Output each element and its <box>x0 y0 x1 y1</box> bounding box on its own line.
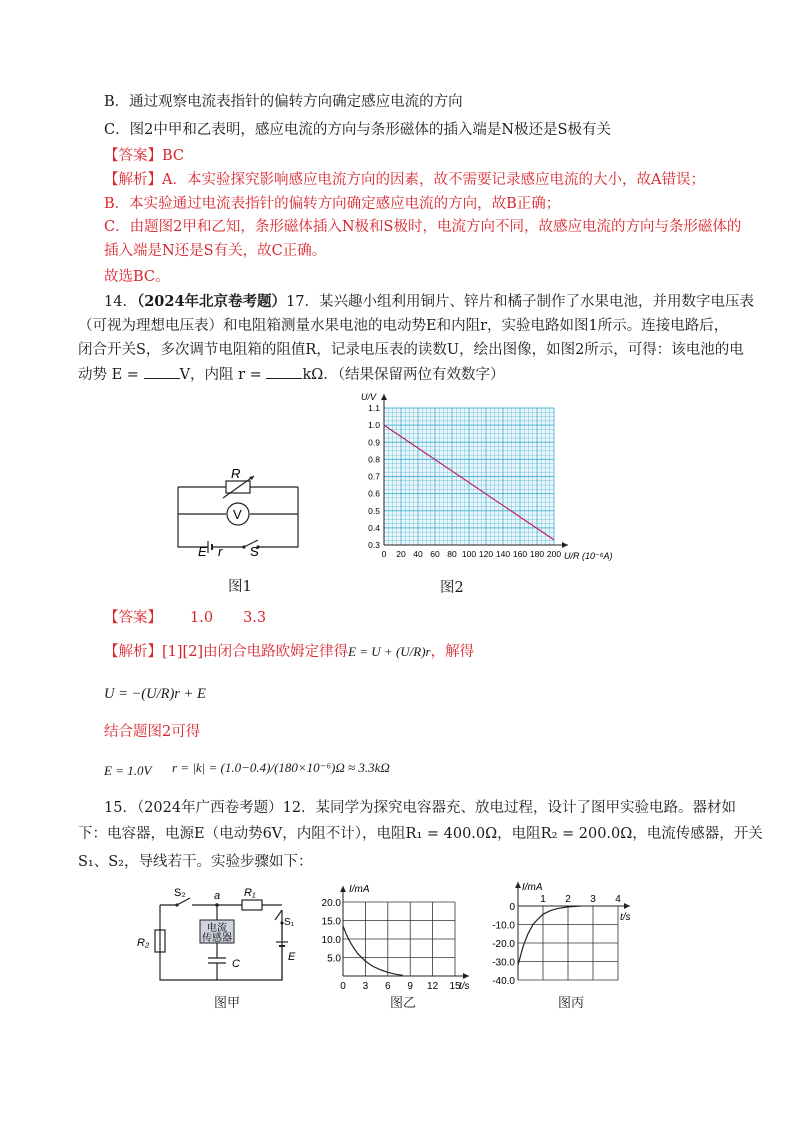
question-15-line2: 下：电容器，电源E（电动势6V，内阻不计），电阻R₁ = 400.0Ω，电阻R₂ = 200.0Ω，电流传感器，开关 <box>78 826 763 842</box>
y-tick-label: -10.0 <box>492 920 515 932</box>
resistance-blank[interactable] <box>266 364 302 379</box>
choose-line: 故选BC。 <box>104 269 170 285</box>
explanation-1b: B．本实验通过电流表指针的偏转方向确定感应电流的方向，故B正确； <box>104 196 561 212</box>
question-15-line1: 15．（2024年广西卷考题）12．某同学为探究电容器充、放电过程，设计了图甲实验电路。器材如 <box>104 800 737 816</box>
y-tick-label: 1.1 <box>368 403 380 413</box>
figure-1-circuit <box>168 462 308 557</box>
x-axis-arrow <box>463 973 469 979</box>
x-tick-label: 1 <box>540 894 546 905</box>
x-tick-label: 0 <box>381 549 387 559</box>
figure-bing-caption: 图丙 <box>558 996 585 1011</box>
question-14-line4 <box>78 364 505 385</box>
discharging-curve <box>518 906 581 965</box>
x-axis-label: t/s <box>620 912 631 923</box>
fig1-label-s: S <box>250 544 259 557</box>
y-tick-label: 0.4 <box>368 522 380 533</box>
x-tick-label: 80 <box>447 549 457 559</box>
question-14-text: 17．某兴趣小组利用铜片、锌片和橘子制作了水果电池，并用数字电压表 <box>286 294 755 310</box>
jia-label-s1: S₁ <box>284 917 295 928</box>
x-tick-label: 120 <box>478 549 494 559</box>
question-15-line3: S₁、S₂，导线若干。实验步骤如下： <box>78 854 313 870</box>
x-axis-arrow <box>624 903 630 909</box>
explanation-1c2: 插入端是N还是S有关，故C正确。 <box>104 243 327 259</box>
answer-2-resistance: 3.3 <box>243 610 267 626</box>
y-tick-label: -30.0 <box>492 957 515 969</box>
explanation-1c1: C．由题图2甲和乙知，条形磁体插入N极和S极时，电流方向不同，故感应电流的方向与条形磁体的 <box>104 219 742 235</box>
charging-curve <box>343 926 403 975</box>
y-tick-label: 0.5 <box>368 505 380 516</box>
y-tick-label: -20.0 <box>492 939 515 950</box>
voltmeter-symbol: V <box>233 507 242 522</box>
y-axis-arrow <box>340 886 346 892</box>
x-tick-label: 60 <box>430 549 440 559</box>
option-b: B．通过观察电流表指针的偏转方向确定感应电流的方向 <box>104 94 463 110</box>
y-tick-label: 0.9 <box>368 437 380 448</box>
question-14-number: 14． <box>104 294 137 310</box>
y-tick-label: 0 <box>509 902 515 913</box>
figure-bing-chart <box>484 876 644 986</box>
question-14-line3: 闭合开关S，多次调节电阻箱的阻值R，记录电压表的读数U，绘出图像，如图2所示，可得：该电池的电 <box>78 342 744 358</box>
x-tick-label: 2 <box>565 894 571 905</box>
unit-note: kΩ．（结果保留两位有效数字） <box>302 367 505 383</box>
y-axis-label: U/V <box>361 392 377 402</box>
combine-line: 结合题图2可得 <box>104 724 201 740</box>
x-tick-label: 12 <box>427 981 439 992</box>
y-tick-label: 5.0 <box>327 953 341 965</box>
question-14-line1 <box>104 292 754 312</box>
emf-prompt: 动势 E = <box>78 367 144 383</box>
figure-2-caption: 图2 <box>440 580 464 596</box>
y-tick-label: 10.0 <box>321 935 341 946</box>
jia-label-r1: R₁ <box>244 887 256 899</box>
figure-1-caption: 图1 <box>228 579 252 595</box>
jia-label-c: C <box>232 958 240 970</box>
explanation-1a: 【解析】A．本实验探究影响感应电流方向的因素，故不需要记录感应电流的大小，故A错误； <box>104 172 705 188</box>
x-tick-label: 200 <box>546 549 562 559</box>
explanation-2-text: [1][2]由闭合电路欧姆定律得 <box>162 644 349 660</box>
rearranged-formula: U = −(U/R)r + E <box>104 686 206 702</box>
answer-2 <box>104 608 266 628</box>
x-tick-label: 20 <box>396 549 406 559</box>
e-value-formula: E = 1.0V <box>104 763 152 778</box>
jia-label-s2: S₂ <box>174 887 186 899</box>
y-tick-label: 1.0 <box>368 420 380 431</box>
y-tick-label: -40.0 <box>492 976 515 986</box>
x-tick-label: 3 <box>362 981 369 992</box>
x-axis-label: U/R (10⁻⁶A) <box>564 551 613 561</box>
figure-yi-caption: 图乙 <box>390 996 417 1011</box>
answer-2-label: 【答案】 <box>104 610 162 626</box>
x-axis-arrow <box>562 542 568 548</box>
explanation-2 <box>104 642 474 662</box>
y-axis-label: I/mA <box>522 882 543 893</box>
x-axis-label: t/s <box>459 981 470 992</box>
x-tick-label: 0 <box>340 981 346 992</box>
figure-yi-chart <box>315 878 480 993</box>
figure-jia-caption: 图甲 <box>214 996 241 1011</box>
r-value-formula: r = |k| = (1.0−0.4)/(180×10⁻⁶)Ω ≈ 3.3kΩ <box>172 760 390 775</box>
answer-2-emf: 1.0 <box>190 610 214 626</box>
sensor-label-2: 传感器 <box>202 933 232 944</box>
explanation-2-label: 【解析】 <box>104 644 162 660</box>
jia-label-r2: R₂ <box>137 937 150 949</box>
fig1-label-e: E <box>198 544 207 557</box>
resistance-prompt: V，内阻 r = <box>179 367 267 383</box>
option-c: C．图2中甲和乙表明，感应电流的方向与条形磁体的插入端是N极还是S极有关 <box>104 122 611 138</box>
x-tick-label: 100 <box>461 549 477 559</box>
fig1-label-internal-r: r <box>218 544 223 557</box>
x-tick-label: 6 <box>385 981 391 992</box>
x-tick-label: 9 <box>407 981 413 992</box>
jia-label-a: a <box>214 890 221 902</box>
x-tick-label: 180 <box>529 549 545 559</box>
figure-2-chart <box>358 390 626 575</box>
sensor-label-1: 电流 <box>207 923 227 934</box>
x-tick-label: 15 <box>449 981 461 992</box>
question-14-line2: （可视为理想电压表）和电阻箱测量水果电池的电动势E和内阻r，实验电路如图1所示。连接电路后， <box>78 318 729 334</box>
jia-label-e: E <box>288 951 296 963</box>
y-tick-label: 0.8 <box>368 454 380 465</box>
answer-1: 【答案】BC <box>104 148 185 164</box>
x-tick-label: 3 <box>590 894 596 905</box>
x-tick-label: 40 <box>413 549 423 559</box>
emf-blank[interactable] <box>144 364 180 379</box>
question-14-source: （2024年北京卷考题） <box>136 293 287 310</box>
y-axis-label: I/mA <box>349 884 370 895</box>
explanation-2-tail: ，解得 <box>430 644 475 660</box>
y-tick-label: 15.0 <box>321 916 341 928</box>
x-tick-label: 4 <box>615 894 621 905</box>
y-axis-arrow <box>381 394 387 400</box>
x-tick-label: 160 <box>512 549 528 559</box>
y-tick-label: 0.6 <box>368 488 380 499</box>
x-tick-label: 140 <box>495 549 511 559</box>
ohm-law-formula: E = U + (U/R)r <box>348 644 431 659</box>
y-axis-arrow <box>515 882 521 888</box>
y-tick-label: 20.0 <box>321 898 341 909</box>
fig1-label-r: R <box>231 466 241 481</box>
y-tick-label: 0.7 <box>368 471 380 482</box>
figure-jia-circuit <box>132 880 302 990</box>
y-tick-label: 0.3 <box>368 540 380 550</box>
